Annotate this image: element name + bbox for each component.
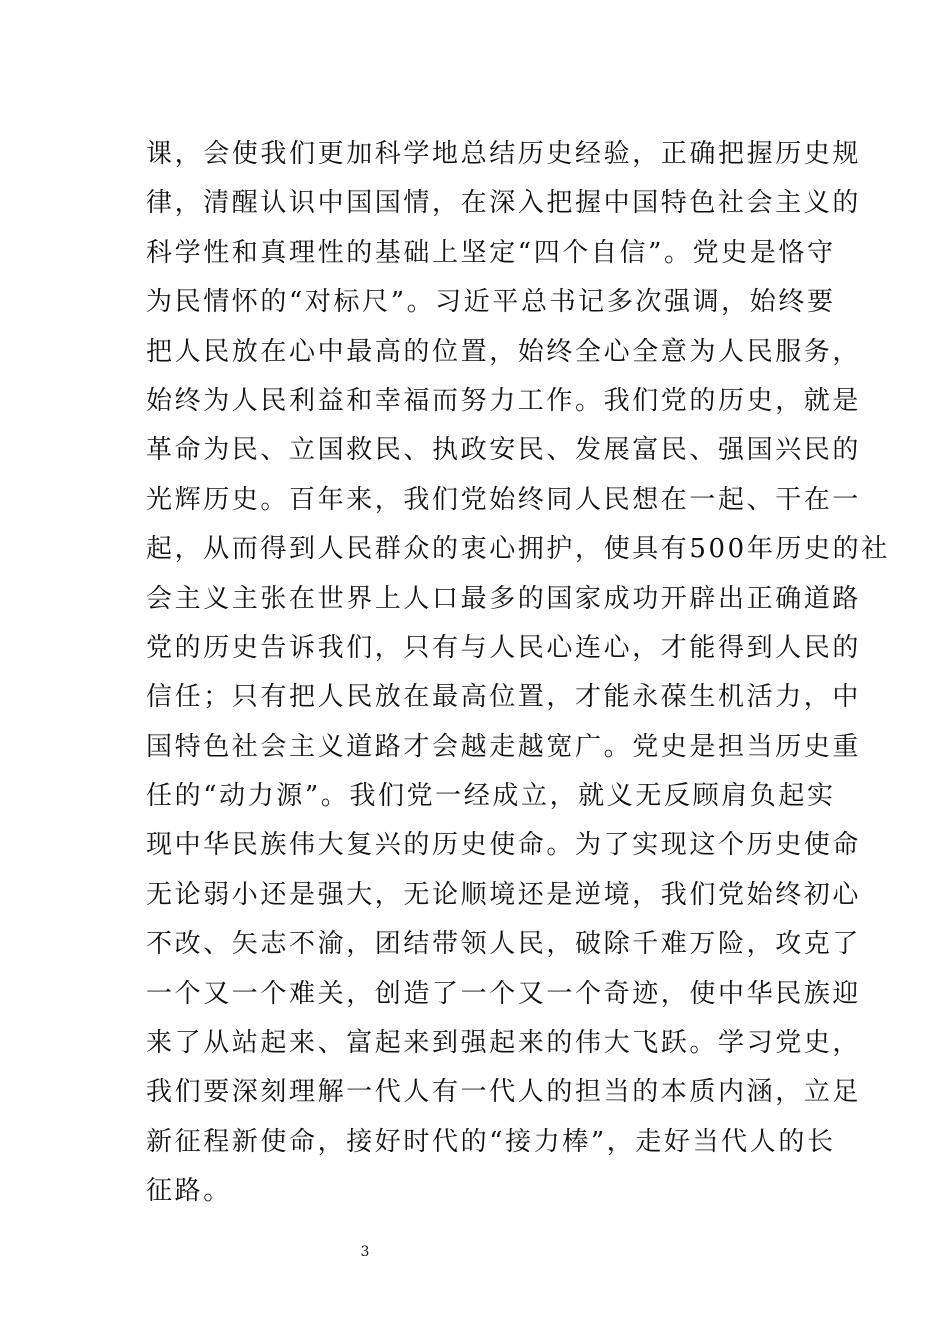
text-line: 征路。 <box>146 1176 232 1207</box>
body-text <box>146 130 890 1217</box>
text-line: 为民情怀的“对标尺”。习近平总书记多次强调，始终要 <box>146 287 836 318</box>
text-line: 革命为民、立国救民、执政安民、发展富民、强国兴民的 <box>146 435 862 466</box>
text-line: 信任；只有把人民放在最高位置，才能永葆生机活力，中 <box>146 682 862 713</box>
text-line: 科学性和真理性的基础上坚定“四个自信”。党史是恪守 <box>146 237 836 268</box>
page-number: 3 <box>360 1244 370 1260</box>
text-line: 不改、矢志不渝，团结带领人民，破除千难万险，攻克了 <box>146 929 862 960</box>
text-line: 律，清醒认识中国国情，在深入把握中国特色社会主义的 <box>146 188 862 219</box>
text-line: 无论弱小还是强大，无论顺境还是逆境，我们党始终初心 <box>146 879 862 910</box>
text-line: 课，会使我们更加科学地总结历史经验，正确把握历史规 <box>146 139 862 169</box>
text-line: 党的历史告诉我们，只有与人民心连心，才能得到人民的 <box>146 632 862 663</box>
text-line: 国特色社会主义道路才会越走越宽广。党史是担当历史重 <box>146 731 862 762</box>
text-line: 一个又一个难关，创造了一个又一个奇迹，使中华民族迎 <box>146 978 862 1009</box>
text-line: 光辉历史。百年来，我们党始终同人民想在一起、干在一 <box>146 484 862 515</box>
text-line: 始终为人民利益和幸福而努力工作。我们党的历史，就是 <box>146 385 862 416</box>
text-line: 我们要深刻理解一代人有一代人的担当的本质内涵，立足 <box>146 1077 862 1108</box>
text-line: 起，从而得到人民群众的衷心拥护，使具有500年历史的社 <box>146 534 890 565</box>
text-line: 新征程新使命，接好时代的“接力棒”，走好当代人的长 <box>146 1126 836 1157</box>
text-line: 现中华民族伟大复兴的历史使命。为了实现这个历史使命 <box>146 830 862 861</box>
text-line: 任的“动力源”。我们党一经成立，就义无反顾肩负起实 <box>146 781 836 812</box>
text-line: 会主义主张在世界上人口最多的国家成功开辟出正确道路 <box>146 583 862 614</box>
text-line: 把人民放在心中最高的位置，始终全心全意为人民服务， <box>146 336 862 367</box>
text-line: 来了从站起来、富起来到强起来的伟大飞跃。学习党史， <box>146 1028 862 1059</box>
